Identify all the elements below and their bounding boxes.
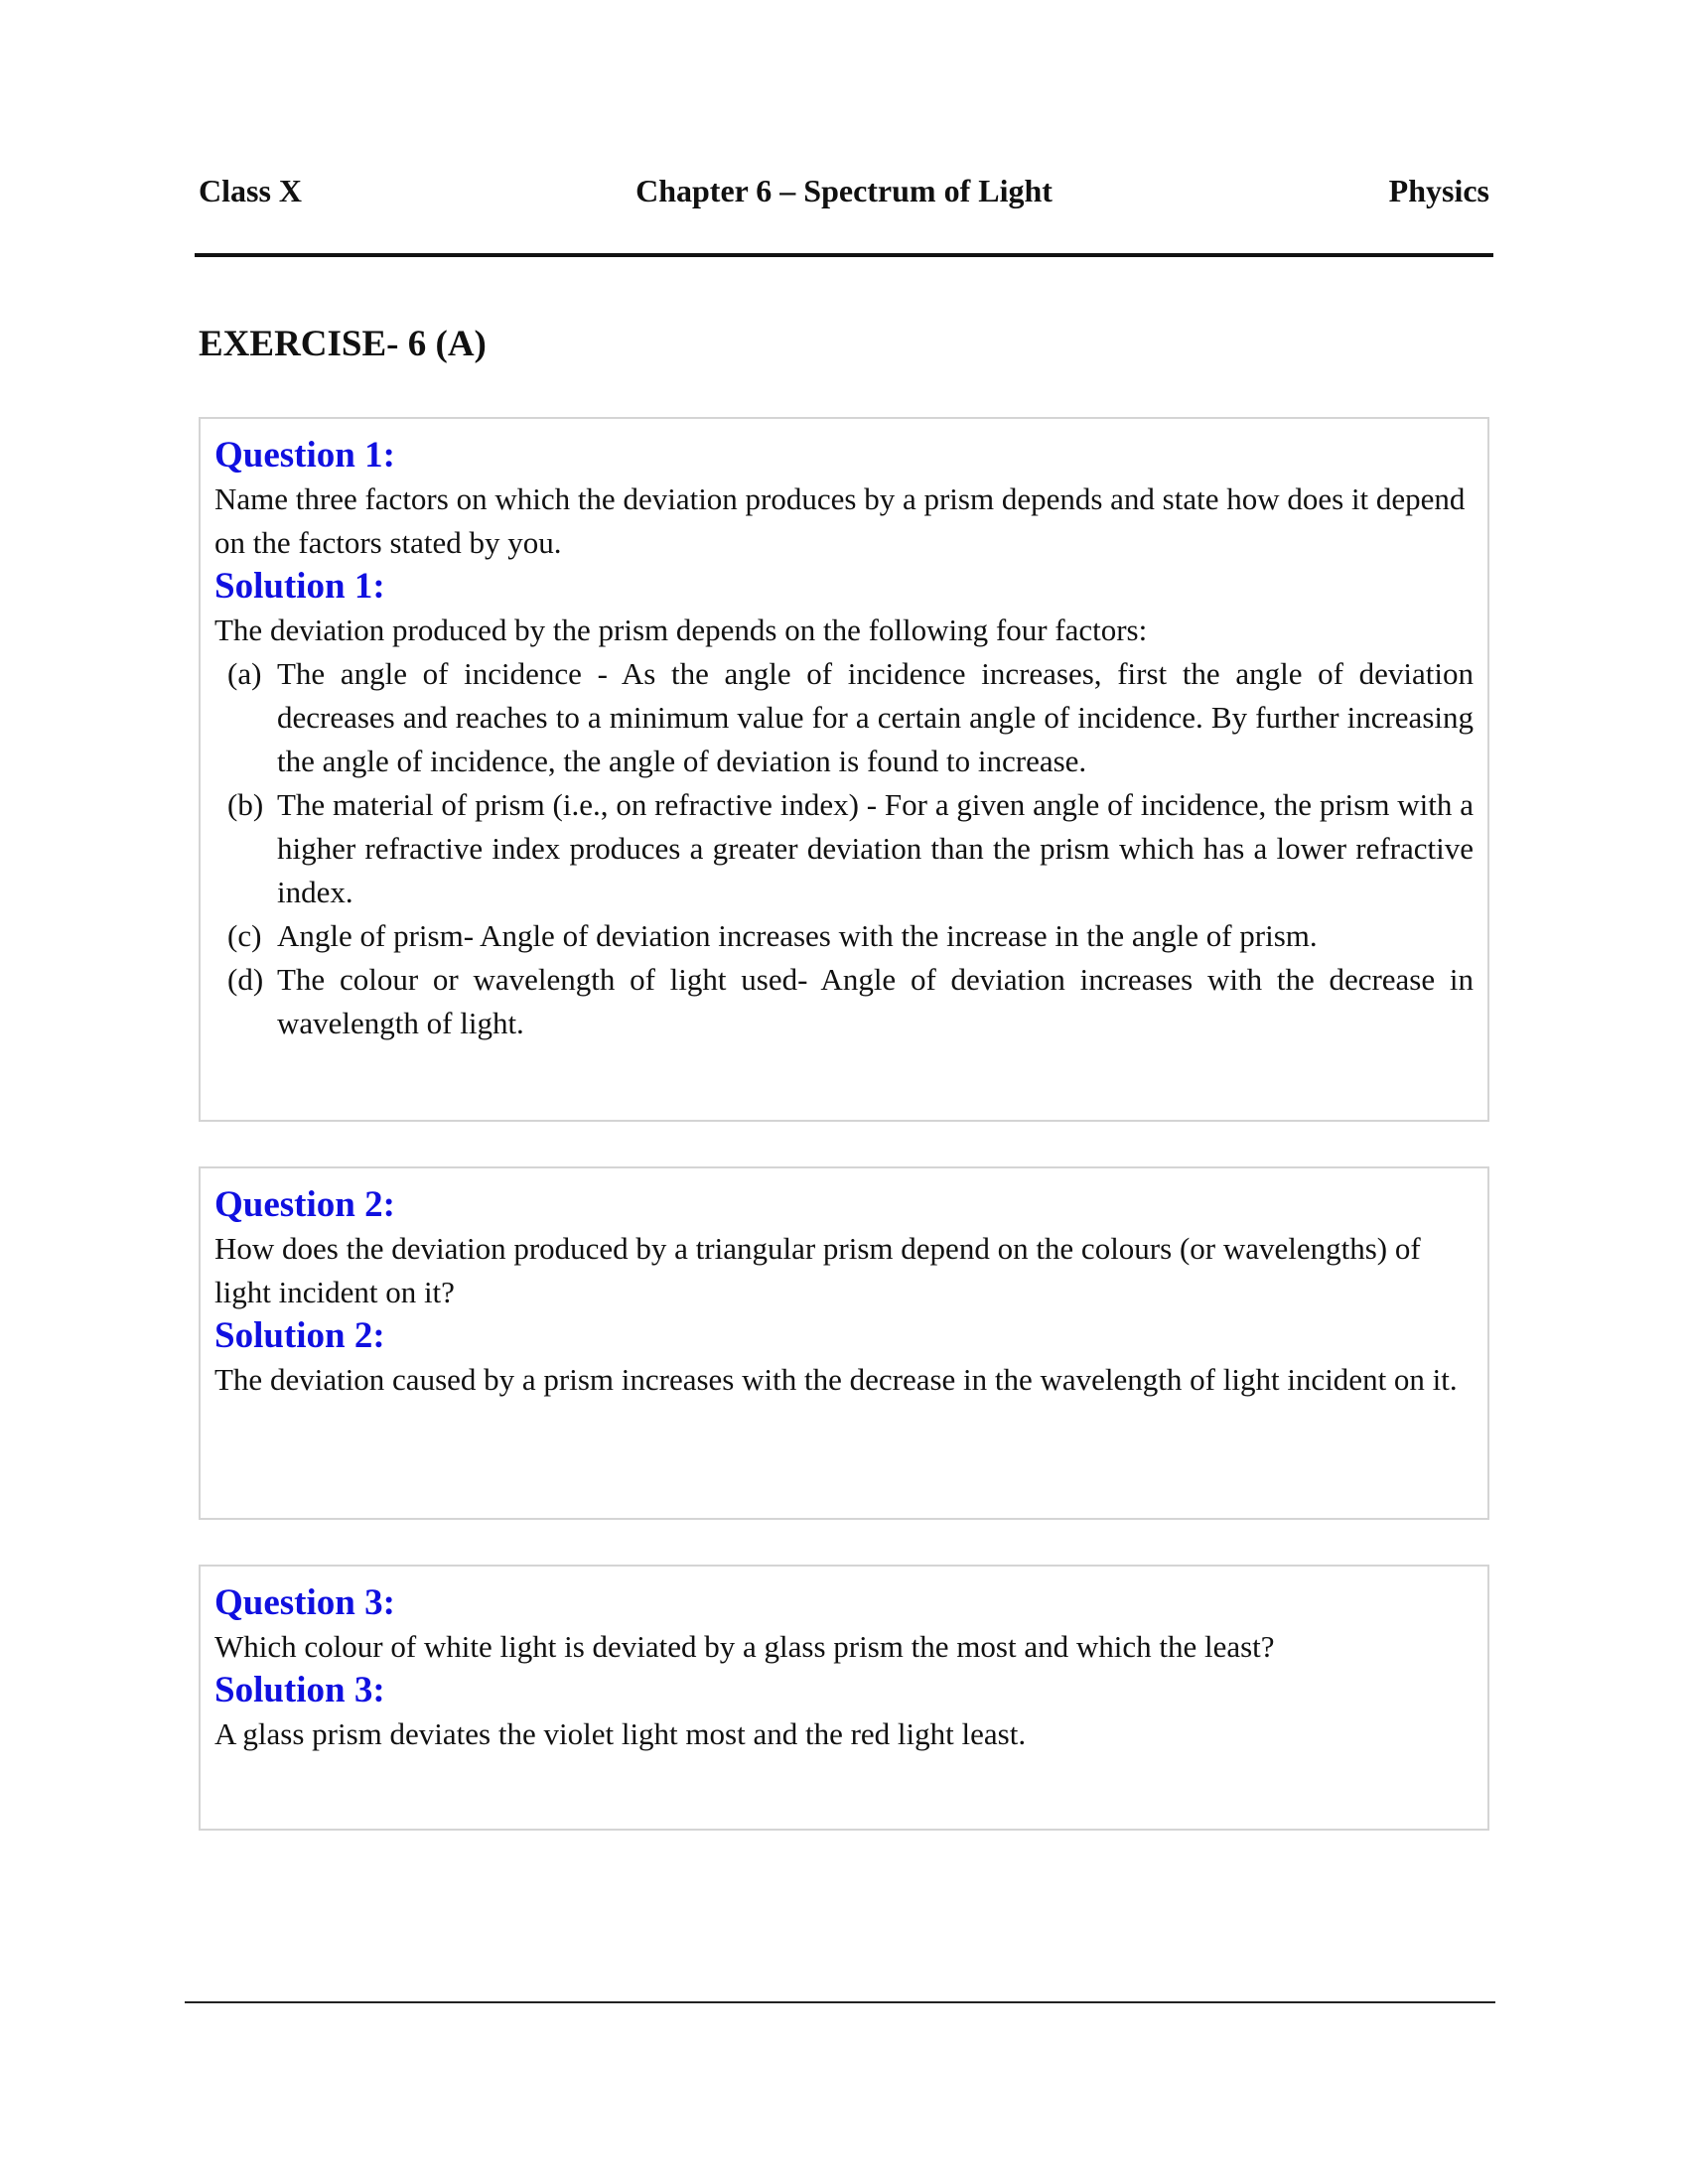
list-item-text: The material of prism (i.e., on refractive index) - For a given angle of incidence, the prism with a higher refractive index produces a greater deviation than the prism which has a lower refractive index. (277, 787, 1474, 909)
question-label: Question 1: (214, 435, 395, 476)
header-class: Class X (199, 173, 303, 208)
list-marker: (d) (227, 962, 264, 997)
solution-text: A glass prism deviates the violet light most and the red light least. (214, 1716, 1027, 1751)
solution-factor-list (214, 652, 1474, 1045)
list-item (214, 652, 1474, 783)
list-item (214, 958, 1474, 1045)
question-text: Name three factors on which the deviation produces by a prism depends and state how does it depend on the factors stated by you. (214, 481, 1466, 560)
exercise-title: EXERCISE- 6 (A) (199, 324, 487, 364)
list-item (214, 783, 1474, 914)
question-box-3 (199, 1565, 1489, 1831)
header-subject: Physics (1388, 173, 1489, 208)
solution-intro: The deviation produced by the prism depends on the following four factors: (214, 613, 1148, 647)
list-marker: (c) (227, 918, 262, 953)
question-label: Question 2: (214, 1184, 395, 1225)
list-item-text: The angle of incidence - As the angle of incidence increases, first the angle of deviation decreases and reaches to a minimum value for a certain angle of incidence. By further increasing the angle of incidence, the angle of deviation is found to increase. (277, 656, 1474, 778)
footer-divider (185, 2001, 1495, 2003)
question-box-2 (199, 1166, 1489, 1520)
solution-label: Solution 3: (214, 1670, 385, 1710)
header-divider (195, 253, 1493, 257)
page-header (199, 173, 1489, 222)
list-item-text: The colour or wavelength of light used- Angle of deviation increases with the decrease in wavelength of light. (277, 962, 1474, 1040)
question-text: How does the deviation produced by a triangular prism depend on the colours (or wavelengths) of light incident on it? (214, 1231, 1421, 1309)
list-marker: (a) (227, 656, 262, 691)
question-label: Question 3: (214, 1582, 395, 1623)
list-item (214, 914, 1474, 958)
question-text: Which colour of white light is deviated by a glass prism the most and which the least? (214, 1629, 1275, 1664)
header-chapter: Chapter 6 – Spectrum of Light (635, 173, 1053, 208)
solution-label: Solution 2: (214, 1315, 385, 1356)
list-item-text: Angle of prism- Angle of deviation increases with the increase in the angle of prism. (277, 918, 1318, 953)
list-marker: (b) (227, 787, 264, 822)
solution-text: The deviation caused by a prism increases with the decrease in the wavelength of light incident on it. (214, 1362, 1458, 1397)
solution-label: Solution 1: (214, 566, 385, 607)
question-box-1 (199, 417, 1489, 1122)
